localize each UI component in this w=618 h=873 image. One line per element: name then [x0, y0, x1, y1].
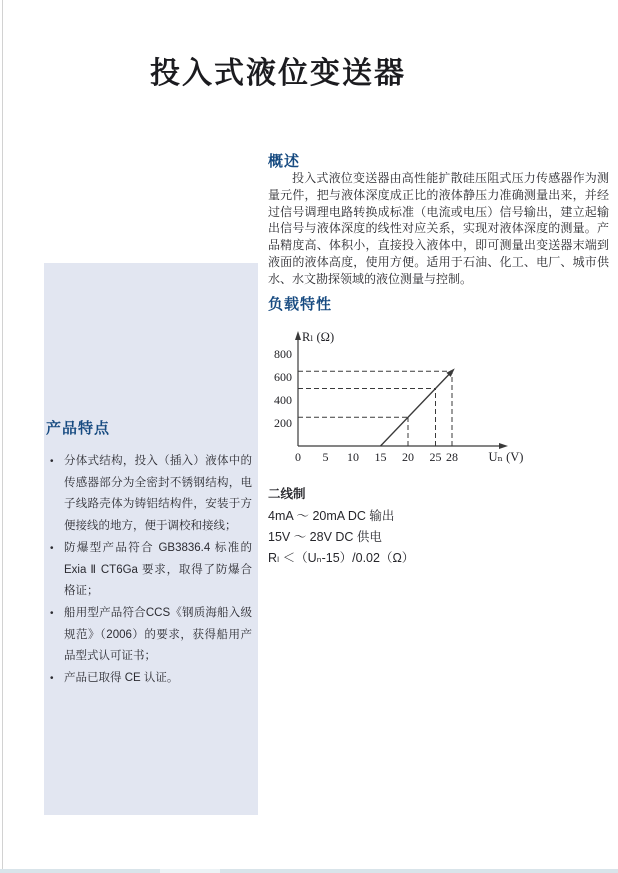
svg-text:600: 600: [274, 370, 292, 384]
svg-text:20: 20: [402, 450, 414, 464]
svg-text:200: 200: [274, 416, 292, 430]
features-panel: [44, 263, 258, 815]
overview-paragraph: 投入式液位变送器由高性能扩散硅压阻式压力传感器作为测量元件，把与液体深度成正比的液体静压力准确测量出来，并经过信号调理电路转换成标准（电流或电压）信号输出，建立起输出信号与液体深度的线性对应关系，实现对液体深度的测量。产品精度高、体积小，直接投入液体中，即可测量出变送器末端到液面的液体高度，使用方便。适用于石油、化工、电厂、城市供水、水文勘探领域的液位测量与控制。: [268, 171, 609, 286]
main-column: [268, 0, 609, 873]
svg-text:10: 10: [347, 450, 359, 464]
spec-load-formula: Rₗ ＜（Uₙ-15）/0.02（Ω）: [268, 551, 415, 565]
feature-item: [46, 451, 252, 538]
feature-text: 产品已取得 CE 认证。: [64, 672, 179, 685]
feature-item: [46, 668, 252, 690]
svg-text:400: 400: [274, 393, 292, 407]
feature-text: 船用型产品符合CCS《钢质海船入级规范》（2006）的要求，获得船用产品型式认可证书；: [64, 606, 252, 663]
bullet-icon: •: [50, 456, 54, 467]
footer-bar: [0, 869, 618, 873]
page-title: 投入式液位变送器: [150, 57, 406, 90]
svg-text:800: 800: [274, 347, 292, 361]
footer-bar-gap: [160, 869, 220, 873]
feature-text: 防爆型产品符合 GB3836.4 标准的 Exia Ⅱ CT6Ga 要求，取得了防爆合格证；: [64, 541, 252, 598]
wiring-heading: 二线制: [268, 487, 306, 501]
load-characteristics-chart: [268, 325, 538, 470]
svg-text:15: 15: [374, 450, 387, 464]
feature-item: [46, 538, 252, 603]
features-list: [46, 451, 252, 690]
features-heading: 产品特点: [46, 420, 111, 437]
svg-text:Uₙ (V): Uₙ (V): [488, 450, 524, 464]
bullet-icon: •: [50, 607, 54, 619]
svg-text:28: 28: [446, 450, 458, 464]
feature-text: 分体式结构，投入（插入）液体中的传感器部分为全密封不锈钢结构，电子线路壳体为铸铝结构件，安装于方便接线的地方，便于调校和接线；: [64, 455, 252, 533]
page-edge-line: [2, 0, 3, 873]
spec-supply: 15V ～ 28V DC 供电: [268, 530, 382, 544]
svg-text:25: 25: [429, 450, 442, 464]
overview-heading: 概述: [268, 153, 301, 170]
load-characteristics-heading: 负载特性: [268, 296, 333, 313]
feature-item: [46, 603, 252, 668]
svg-text:0: 0: [295, 450, 301, 464]
bullet-icon: •: [50, 673, 54, 685]
svg-text:Rₗ (Ω): Rₗ (Ω): [302, 330, 335, 344]
specs-block: [268, 484, 414, 569]
spec-output: 4mA ～ 20mA DC 输出: [268, 509, 395, 523]
bullet-icon: •: [50, 542, 54, 554]
svg-text:5: 5: [322, 450, 329, 464]
